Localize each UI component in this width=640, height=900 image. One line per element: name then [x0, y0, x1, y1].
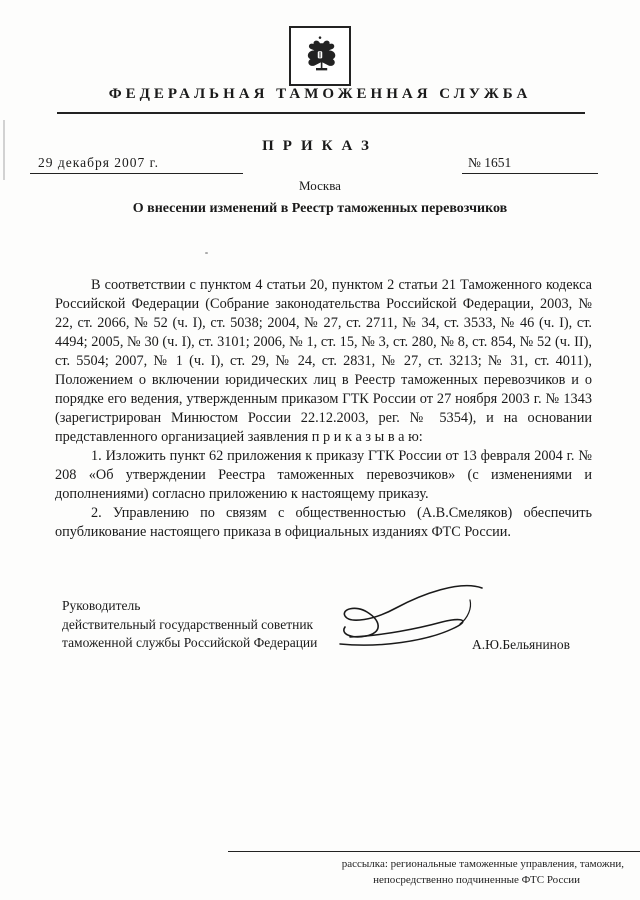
document-number: № 1651: [462, 155, 598, 174]
customs-emblem-icon: [289, 26, 351, 86]
document-title: О внесении изменений в Реестр таможенных перевозчиков: [132, 201, 508, 216]
agency-name: ФЕДЕРАЛЬНАЯ ТАМОЖЕННАЯ СЛУЖБА: [108, 86, 532, 102]
handwritten-signature: [322, 578, 490, 670]
signer-name: А.Ю.Бельянинов: [472, 637, 571, 652]
scan-artifact: [205, 252, 208, 254]
distribution-line-1: рассылка: региональные таможенные управления, таможни,: [341, 858, 624, 870]
signer-position-line-2: действительный государственный советник: [62, 616, 314, 632]
paragraph-preamble: В соответствии с пунктом 4 статьи 20, пунктом 2 статьи 21 Таможенного кодекса Российской Федерации (Собрание законодательства Российской Федерации, 2003, № 22, ст. 2066, № 52 (ч. I), ст. 5038; 2004, № 27, ст. 2711, № 34, ст. 3533, № 46 (ч. I), ст. 4494; 2005, № 30 (ч. I), ст. 3101; 2006, № 1, ст. 15, № 3, ст. 280, № 8, ст. 854, № 52 (ч. II), ст. 5504; 2007, № 1 (ч. I), ст. 29, № 24, ст. 2831, № 27, ст. 3213; № 31, ст. 4011), Положением о включении юридических лиц в Реестр таможенных перевозчиков и о порядке его ведения, утвержденным приказом ГТК России от 27 ноября 2003 г. № 1343 (зарегистрирован Минюстом России 22.12.2003, рег. № 5354), и на основании представленного организацией заявления п р и к а з ы в а ю:: [55, 277, 592, 445]
signer-position-line-3: таможенной службы Российской Федерации: [62, 635, 318, 650]
distribution-line-2: непосредственно подчиненные ФТС России: [373, 874, 580, 886]
double-headed-eagle-icon: [296, 33, 344, 79]
footer-divider: [228, 851, 640, 852]
distribution-note: [204, 856, 624, 888]
document-city: Москва: [299, 178, 341, 193]
header-divider: [57, 112, 585, 114]
document-date: 29 декабря 2007 г.: [30, 155, 243, 174]
scan-artifact: [3, 120, 5, 180]
signer-position-line-1: Руководитель: [62, 598, 141, 613]
document-type: ПРИКАЗ: [262, 138, 378, 154]
paragraph-item-1: 1. Изложить пункт 62 приложения к приказу ГТК России от 13 февраля 2004 г. № 208 «Об утверждении Реестра таможенных перевозчиков» (с изменениями и дополнениями) согласно приложению к настоящему приказу.: [55, 448, 592, 502]
document-body: [55, 276, 592, 542]
signature-block: [62, 597, 317, 653]
paragraph-item-2: 2. Управлению по связям с общественностью (А.В.Смеляков) обеспечить опубликование настоящего приказа в официальных изданиях ФТС России.: [55, 505, 592, 540]
